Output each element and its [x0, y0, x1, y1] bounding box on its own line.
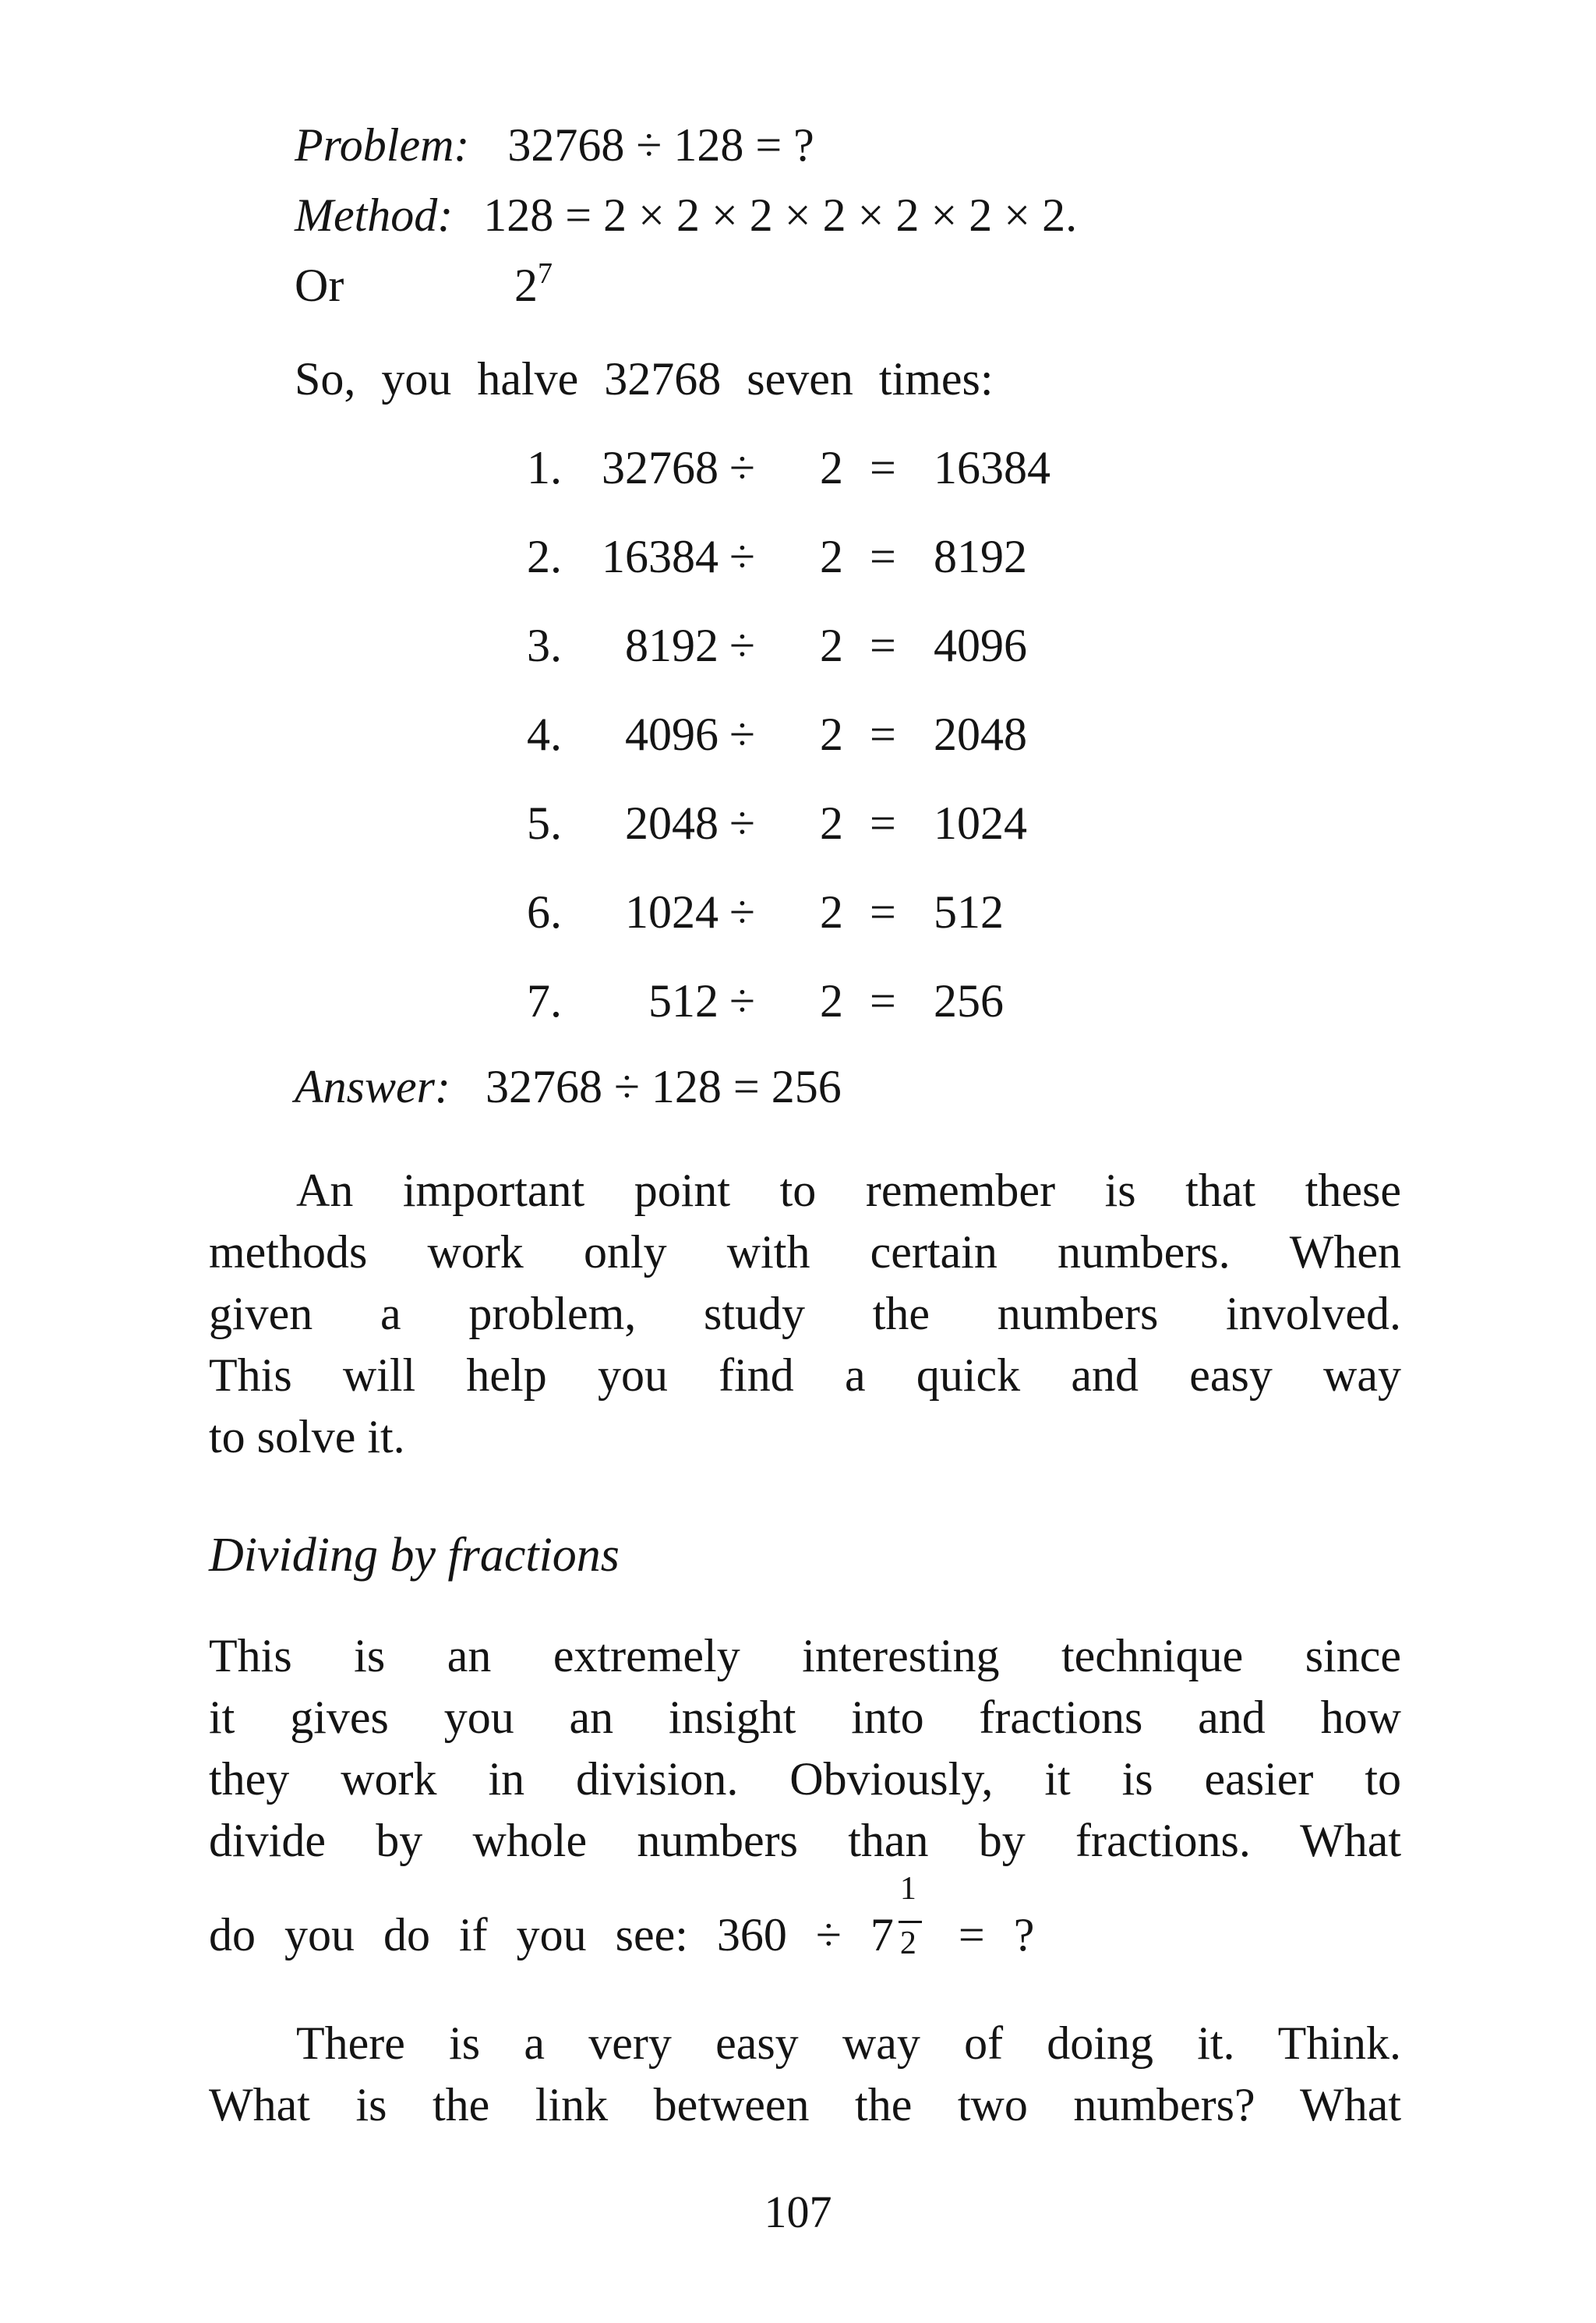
halving-step-row	[0, 797, 1596, 849]
step-dividend: 32768	[602, 442, 719, 493]
problem-label: Problem:	[295, 119, 470, 171]
halving-step-row	[0, 711, 1596, 758]
step-result: 256	[934, 975, 1004, 1027]
step-result: 4096	[934, 620, 1027, 671]
step-result: 1024	[934, 797, 1027, 849]
problem-expression: 32768 ÷ 128 = ?	[507, 119, 814, 171]
paragraph-line: they work in division. Obviously, it is easier to	[209, 1753, 1401, 1805]
paragraph-line: There is a very easy way of doing it. Think.	[296, 2017, 1401, 2069]
paragraph-line: methods work only with certain numbers. When	[209, 1226, 1401, 1278]
paragraph-line: This will help you find a quick and easy way	[209, 1349, 1401, 1401]
step-result: 16384	[934, 442, 1050, 493]
answer-line	[295, 1063, 842, 1110]
paragraph-line: divide by whole numbers than by fractions. What	[209, 1815, 1401, 1866]
halving-step-row	[0, 622, 1596, 669]
paragraph-line: given a problem, study the numbers involved.	[209, 1288, 1401, 1339]
step-equals-sign: =	[870, 442, 896, 493]
method-label: Method:	[295, 189, 454, 241]
paragraph-easy-way	[209, 2013, 1401, 2136]
step-divide-sign: ÷	[729, 975, 755, 1027]
power-expression	[514, 257, 553, 311]
or-label: Or	[295, 260, 344, 311]
power-base: 2	[514, 260, 538, 311]
step-divisor: 2	[820, 442, 843, 493]
step-number: 1.	[527, 442, 562, 493]
step-divide-sign: ÷	[729, 886, 755, 938]
step-number: 6.	[527, 886, 562, 938]
paragraph-line: An important point to remember is that these	[296, 1165, 1401, 1216]
method-expression: 128 = 2 × 2 × 2 × 2 × 2 × 2 × 2.	[483, 189, 1078, 241]
step-equals-sign: =	[870, 620, 896, 671]
step-result: 8192	[934, 531, 1027, 582]
step-dividend: 8192	[625, 620, 719, 671]
fraction-numerator: 1	[899, 1871, 916, 1907]
paragraph-line: to solve it.	[209, 1411, 405, 1462]
step-equals-sign: =	[870, 531, 896, 582]
section-heading: Dividing by fractions	[209, 1529, 620, 1582]
paragraph-line: What is the link between the two numbers? What	[209, 2079, 1401, 2130]
problem-line	[295, 119, 814, 171]
mixed-fraction	[895, 1871, 930, 1961]
step-divide-sign: ÷	[729, 442, 755, 493]
halving-step-row	[0, 886, 1596, 938]
step-divide-sign: ÷	[729, 620, 755, 671]
fraction-question-text: do you do if you see: 360 ÷ 7	[209, 1909, 894, 1961]
step-result: 2048	[934, 709, 1027, 760]
step-equals-sign: =	[870, 975, 896, 1027]
power-exponent: 7	[538, 257, 553, 290]
step-equals-sign: =	[870, 886, 896, 938]
step-equals-sign: =	[870, 797, 896, 849]
step-divisor: 2	[820, 797, 843, 849]
step-number: 7.	[527, 975, 562, 1027]
fraction-question-line	[209, 1871, 1035, 1961]
step-dividend: 16384	[602, 531, 719, 582]
step-divisor: 2	[820, 620, 843, 671]
step-dividend: 2048	[625, 797, 719, 849]
step-result: 512	[934, 886, 1004, 938]
page-number: 107	[764, 2187, 832, 2237]
step-equals-sign: =	[870, 709, 896, 760]
halving-step-row	[0, 444, 1596, 491]
step-divisor: 2	[820, 709, 843, 760]
step-number: 3.	[527, 620, 562, 671]
paragraph-important-point	[209, 1160, 1401, 1468]
step-dividend: 4096	[625, 709, 719, 760]
or-line	[295, 257, 553, 311]
answer-expression: 32768 ÷ 128 = 256	[485, 1061, 842, 1112]
halving-step-row	[0, 975, 1596, 1027]
paragraph-line: it gives you an insight into fractions and how	[209, 1692, 1401, 1743]
step-divide-sign: ÷	[729, 531, 755, 582]
paragraph-line: This is an extremely interesting technique since	[209, 1630, 1401, 1681]
step-divide-sign: ÷	[729, 709, 755, 760]
step-number: 5.	[527, 797, 562, 849]
fraction-question-tail: = ?	[958, 1909, 1035, 1961]
fraction-bar	[899, 1921, 922, 1923]
method-line	[295, 189, 1078, 241]
halving-intro: So, you halve 32768 seven times:	[295, 353, 994, 405]
step-divide-sign: ÷	[729, 797, 755, 849]
halving-step-row	[0, 533, 1596, 580]
step-dividend: 512	[648, 975, 719, 1027]
step-divisor: 2	[820, 886, 843, 938]
step-divisor: 2	[820, 531, 843, 582]
fraction-denominator: 2	[899, 1925, 916, 1961]
answer-label: Answer:	[295, 1061, 450, 1112]
step-number: 4.	[527, 709, 562, 760]
step-number: 2.	[527, 531, 562, 582]
step-divisor: 2	[820, 975, 843, 1027]
paragraph-dividing-fractions	[209, 1625, 1401, 1872]
step-dividend: 1024	[625, 886, 719, 938]
